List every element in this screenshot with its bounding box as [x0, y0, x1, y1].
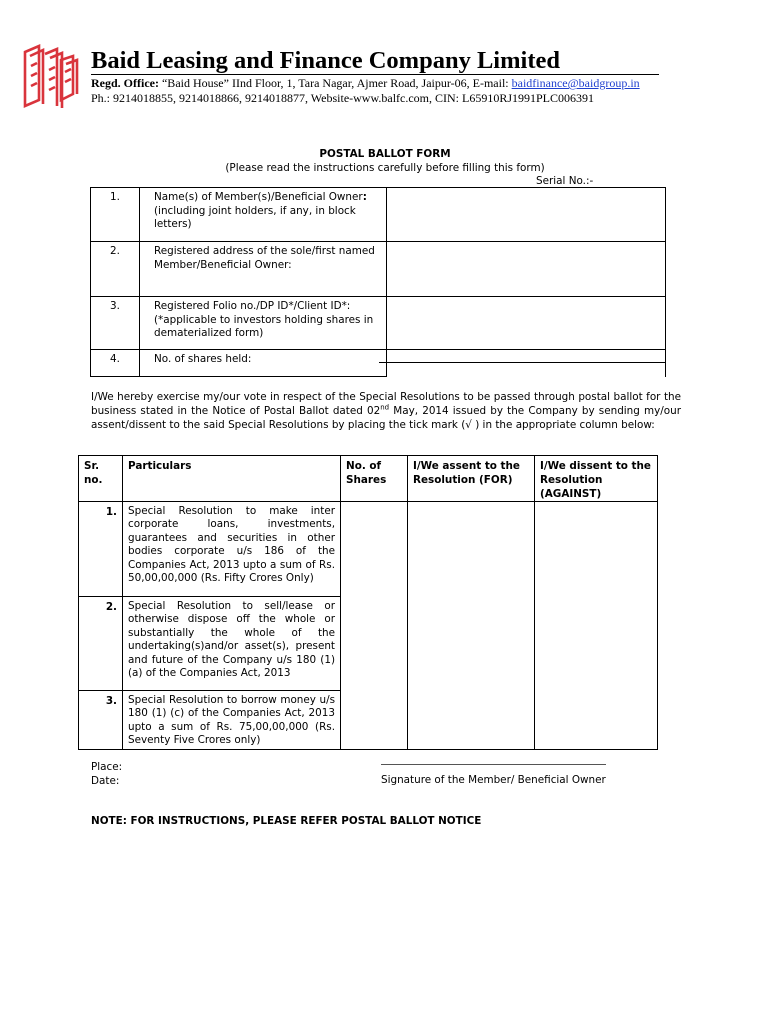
resolution-number: 1. — [79, 502, 123, 597]
signature-label: Signature of the Member/ Beneficial Owner — [381, 774, 606, 786]
date-label: Date: — [91, 775, 120, 787]
folio-field[interactable] — [387, 297, 666, 350]
shares-held-underline — [379, 362, 666, 363]
address-label: Registered address of the sole/first named Member/Beneficial Owner: — [140, 242, 387, 297]
assent-header: I/We assent to the Resolution (FOR) — [408, 456, 535, 502]
company-logo — [21, 44, 79, 109]
email-link[interactable]: baidfinance@baidgroup.in — [511, 76, 640, 90]
resolution-number: 2. — [79, 597, 123, 691]
shares-held-field[interactable] — [387, 350, 666, 377]
shares-held-label: No. of shares held: — [140, 350, 387, 377]
sr-no-header: Sr. no. — [79, 456, 123, 502]
shares-cell[interactable] — [341, 502, 408, 750]
company-name: Baid Leasing and Finance Company Limited — [91, 47, 560, 74]
resolution-header-row — [79, 456, 658, 502]
resolution-text: Special Resolution to make inter corporate loans, investments, guarantees and securities in other bodies corporate u/s 186 of the Companies Act, 2013 upto a sum of Rs. 50,00,00,000 (Rs. Fifty Crores Only) — [123, 502, 341, 597]
resolution-text: Special Resolution to borrow money u/s 180 (1) (c) of the Companies Act, 2013 upto a sum of Rs. 75,00,00,000 (Rs. Seventy Five Crores only) — [123, 691, 341, 750]
resolution-text: Special Resolution to sell/lease or otherwise dispose off the whole or substantially the whole of the undertaking(s)and/or asset(s), present and future of the Company u/s 180 (1) (a) of the Companies Act, 2013 — [123, 597, 341, 691]
declaration-paragraph — [91, 390, 681, 433]
address-field[interactable] — [387, 242, 666, 297]
resolution-table — [78, 455, 658, 750]
signature-line — [381, 764, 606, 765]
member-row — [91, 242, 666, 297]
place-date-block — [91, 760, 122, 788]
office-label: Regd. Office: — [91, 76, 159, 90]
form-title: POSTAL BALLOT FORM — [319, 148, 451, 160]
resolution-number: 3. — [79, 691, 123, 750]
member-row — [91, 297, 666, 350]
assent-cell[interactable] — [408, 502, 535, 750]
folio-label: Registered Folio no./DP ID*/Client ID*: (*applicable to investors holding shares in dematerialized form) — [140, 297, 387, 350]
instructions-note: NOTE: FOR INSTRUCTIONS, PLEASE REFER POSTAL BALLOT NOTICE — [91, 815, 482, 827]
company-underline — [91, 74, 659, 75]
member-row-number: 4. — [91, 350, 140, 377]
form-subtitle: (Please read the instructions carefully before filling this form) — [225, 162, 545, 174]
declaration-superscript: nd — [380, 403, 390, 412]
member-row-number: 1. — [91, 188, 140, 242]
member-details-table — [90, 187, 666, 377]
dissent-header: I/We dissent to the Resolution (AGAINST) — [535, 456, 658, 502]
member-row-number: 3. — [91, 297, 140, 350]
declaration-text-2: May, 2014 issued by the Company by sending my/our assent/dissent to the said Special Resolutions by placing the tick mark (√ ) in the appropriate column below: — [91, 405, 681, 432]
registered-office-line — [91, 76, 640, 91]
resolution-row — [79, 502, 658, 597]
member-row-number: 2. — [91, 242, 140, 297]
office-address: “Baid House” IInd Floor, 1, Tara Nagar, Ajmer Road, Jaipur-06, E-mail: — [161, 76, 512, 90]
member-name-label: Name(s) of Member(s)/Beneficial Owner: (including joint holders, if any, in block letters) — [140, 188, 387, 242]
serial-number-label: Serial No.:- — [536, 175, 594, 187]
member-row — [91, 188, 666, 242]
shares-header: No. of Shares — [341, 456, 408, 502]
declaration-text-1: I/We hereby exercise my/our vote in respect of the Special Resolutions to be passed through postal ballot for the business stated in the Notice of Postal Ballot dated 02 — [91, 391, 681, 418]
phone-line: Ph.: 9214018855, 9214018866, 9214018877, Website-www.balfc.com, CIN: L65910RJ1991PLC006391 — [91, 91, 595, 105]
member-row — [91, 350, 666, 377]
place-label: Place: — [91, 761, 123, 773]
member-name-field[interactable] — [387, 188, 666, 242]
particulars-header: Particulars — [123, 456, 341, 502]
dissent-cell[interactable] — [535, 502, 658, 750]
